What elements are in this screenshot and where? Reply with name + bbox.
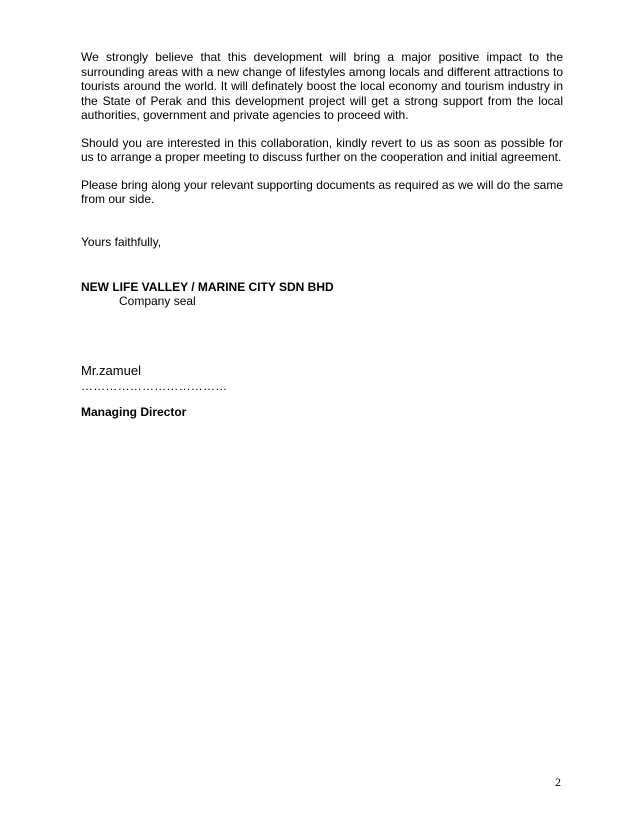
paragraph-documents: Please bring along your relevant supporting documents as required as we will do the same from our side.	[81, 177, 563, 206]
closing-salutation: Yours faithfully,	[81, 235, 162, 249]
signature-line: ………………………………	[81, 379, 228, 393]
paragraph-collaboration: Should you are interested in this collaboration, kindly revert to us as soon as possible for us to arrange a proper meeting to discuss further on the cooperation and initial agreement.	[81, 135, 563, 164]
page-number: 2	[555, 775, 561, 789]
signatory-name: Mr.zamuel	[81, 363, 141, 378]
company-seal-label: Company seal	[119, 294, 196, 308]
paragraph-impact: We strongly believe that this development will bring a major positive impact to the surrounding areas with a new change of lifestyles among locals and different attractions to tourists around the world. It will definately boost the local economy and tourism industry in the State of Perak and this development project will get a strong support from the local authorities, government and private agencies to proceed with.	[81, 50, 563, 122]
company-name: NEW LIFE VALLEY / MARINE CITY SDN BHD	[81, 280, 334, 294]
signatory-title: Managing Director	[81, 405, 187, 419]
letter-body	[81, 50, 563, 220]
